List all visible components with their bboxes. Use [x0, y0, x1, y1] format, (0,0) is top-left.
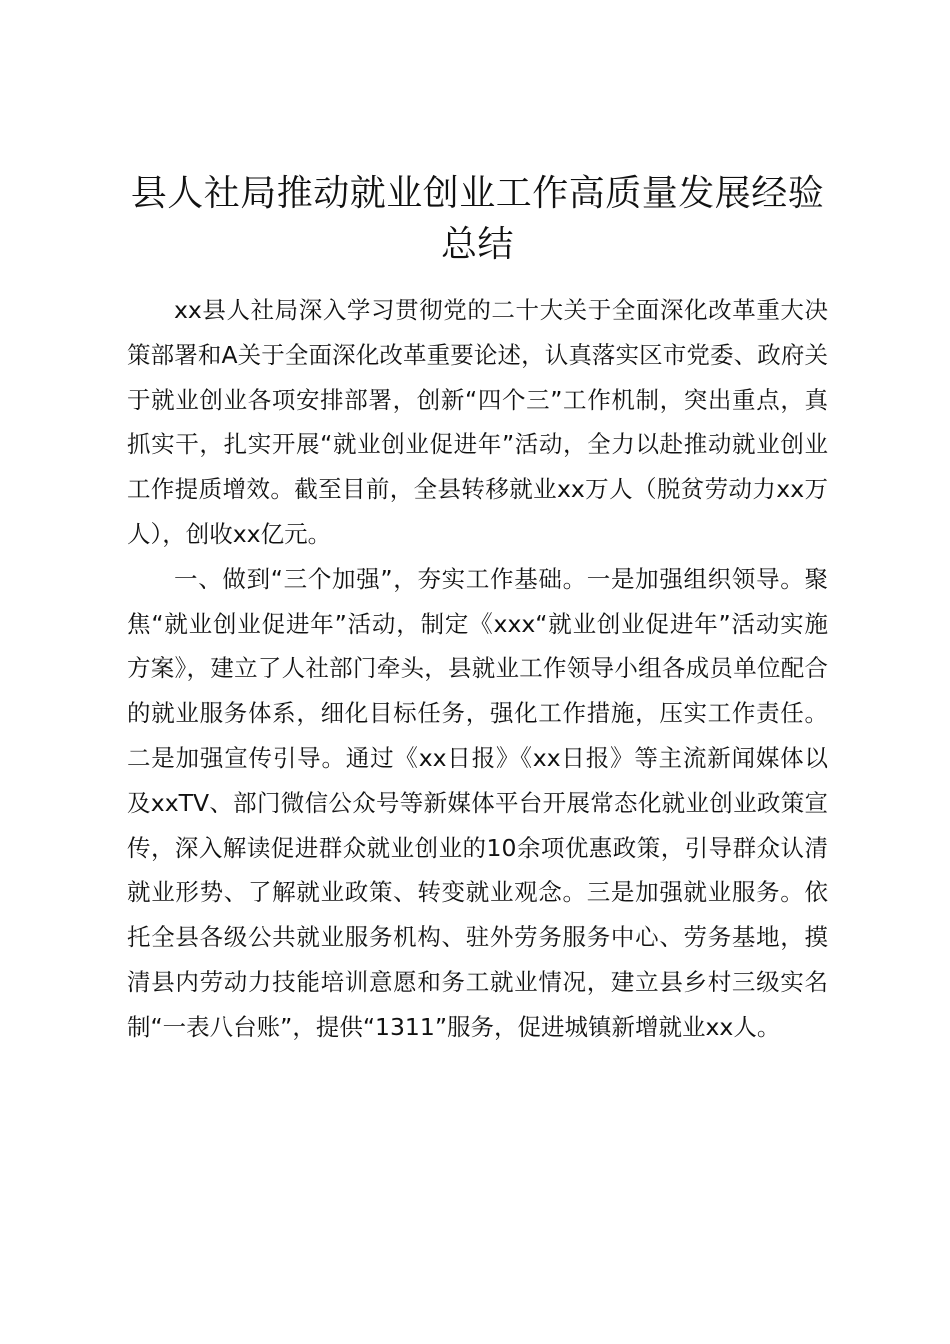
section-one-paragraph: 一、做到“三个加强”，夯实工作基础。一是加强组织领导。聚焦“就业创业促进年”活动，制定《xxx“就业创业促进年”活动实施方案》，建立了人社部门牵头，县就业工作领导小组各成员单位配合的就业服务体系，细化目标任务，强化工作措施，压实工作责任。二是加强宣传引导。通过《xx日报》《xx日报》等主流新闻媒体以及xxTV、部门微信公众号等新媒体平台开展常态化就业创业政策宣传，深入解读促进群众就业创业的10余项优惠政策，引导群众认清就业形势、了解就业政策、转变就业观念。三是加强就业服务。依托全县各级公共就业服务机构、驻外劳务服务中心、劳务基地，摸清县内劳动力技能培训意愿和务工就业情况，建立县乡村三级实名制“一表八台账”，提供“1311”服务，促进城镇新增就业xx人。 — [127, 564, 828, 1041]
document-title: 县人社局推动就业创业工作高质量发展经验总结 — [130, 173, 825, 265]
intro-paragraph: xx县人社局深入学习贯彻党的二十大关于全面深化改革重大决策部署和A关于全面深化改革重要论述，认真落实区市党委、政府关于就业创业各项安排部署，创新“四个三”工作机制，突出重点，真抓实干，扎实开展“就业创业促进年”活动，全力以赴推动就业创业工作提质增效。截至目前，全县转移就业xx万人（脱贫劳动力xx万人），创收xx亿元。 — [127, 296, 828, 548]
